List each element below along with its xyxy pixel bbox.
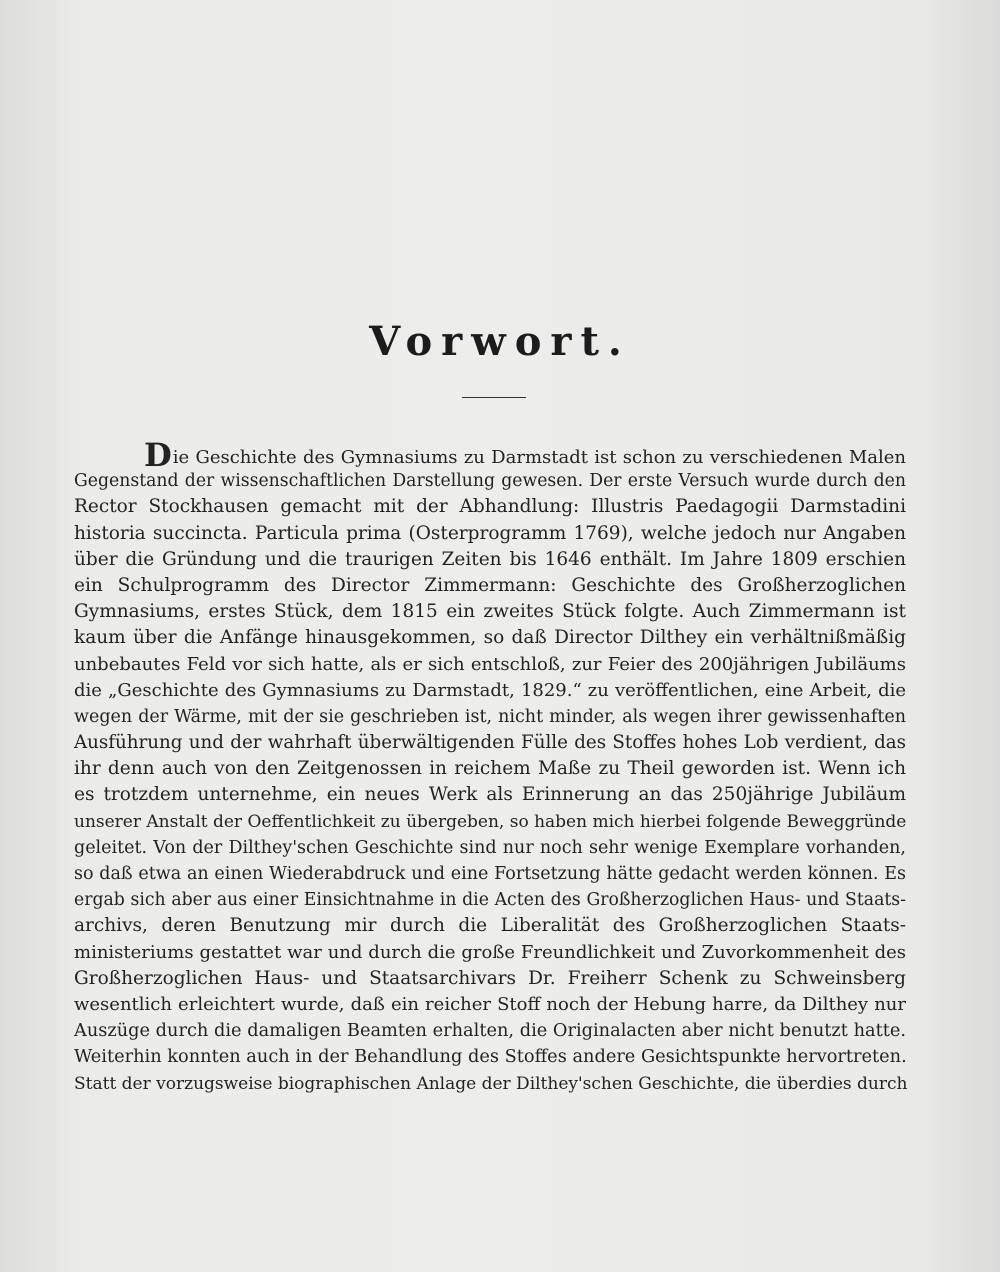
body-text [74, 436, 908, 1097]
text-line-content: ministeriums gestattet war und durch die große Freundlichkeit und Zuvorkommenheit des [74, 941, 906, 963]
text-line [74, 861, 906, 887]
text-line [74, 1018, 906, 1044]
text-line [74, 678, 906, 704]
text-line-content: wesentlich erleichtert wurde, daß ein reicher Stoff noch der Hebung harre, da Dilthey nur [74, 993, 906, 1015]
text-line [74, 913, 906, 939]
text-line [74, 966, 906, 992]
text-line-content: unbebautes Feld vor sich hatte, als er sich entschloß, zur Feier des 200jährigen Jubiläums [74, 653, 906, 675]
text-line-content: Großherzoglichen Haus- und Staatsarchivars Dr. Freiherr Schenk zu Schweinsberg [74, 967, 906, 989]
text-line-content: unserer Anstalt der Oeffentlichkeit zu übergeben, so haben mich hierbei folgende Beweggründe [74, 811, 907, 832]
text-line [74, 599, 906, 625]
text-line [74, 809, 906, 835]
text-line-content: wegen der Wärme, mit der sie geschrieben ist, nicht minder, als wegen ihrer gewissenhaften [74, 706, 906, 727]
text-line-content: so daß etwa an einen Wiederabdruck und eine Fortsetzung hätte gedacht werden können. Es [74, 864, 906, 884]
text-line-content: es trotzdem unternehme, ein neues Werk als Erinnerung an das 250jährige Jubiläum [74, 784, 906, 806]
text-line-content: archivs, deren Benutzung mir durch die Liberalität des Großherzoglichen Staats- [74, 915, 906, 937]
text-line-content: Auszüge durch die damaligen Beamten erhalten, die Originalacten aber nicht benutzt hatte. [74, 1021, 906, 1042]
text-line-content: die „Geschichte des Gymnasiums zu Darmstadt, 1829.“ zu veröffentlichen, eine Arbeit, die [74, 679, 906, 701]
text-line [74, 547, 906, 573]
text-line [74, 887, 906, 913]
text-line [74, 1044, 906, 1070]
text-line-content: historia succincta. Particula prima (Osterprogramm 1769), welche jedoch nur Angaben [74, 522, 906, 544]
text-line-content: ergab sich aber aus einer Einsichtnahme in die Acten des Großherzoglichen Haus- und Staats- [74, 890, 906, 911]
initial-letter: D [144, 436, 172, 474]
page-title: Vorwort. [369, 318, 631, 365]
text-line-content: Gymnasiums, erstes Stück, dem 1815 ein zweites Stück folgte. Auch Zimmermann ist [74, 601, 906, 623]
text-line-content: ihr denn auch von den Zeitgenossen in reichem Maße zu Theil geworden ist. Wenn ich [74, 758, 906, 780]
text-line-content: Ausführung und der wahrhaft überwältigenden Fülle des Stoffes hohes Lob verdient, das [74, 732, 906, 754]
text-line-content: Statt der vorzugsweise biographischen Anlage der Dilthey'schen Geschichte, die überdies durch [74, 1073, 908, 1094]
text-line [74, 1071, 906, 1097]
text-line-content: Weiterhin konnten auch in der Behandlung des Stoffes andere Gesichtspunkte hervortreten. [74, 1047, 907, 1068]
text-line [74, 652, 906, 678]
text-line [74, 494, 906, 520]
text-line-content: ein Schulprogramm des Director Zimmermann: Geschichte des Großherzoglichen [74, 574, 906, 596]
text-line-content: Gegenstand der wissenschaftlichen Darstellung gewesen. Der erste Versuch wurde durch den [74, 471, 906, 492]
text-line [74, 782, 906, 808]
text-line [74, 521, 906, 547]
title-divider [462, 397, 526, 398]
text-line [74, 940, 906, 966]
text-line [74, 835, 906, 861]
text-line-content: Rector Stockhausen gemacht mit der Abhandlung: Illustris Paedagogii Darmstadini [74, 496, 906, 518]
text-line [74, 756, 906, 782]
text-line [74, 704, 906, 730]
text-line-content: ie Geschichte des Gymnasiums zu Darmstadt ist schon zu verschiedenen Malen [172, 447, 906, 468]
text-line [74, 436, 906, 474]
text-line [74, 468, 906, 494]
text-line [74, 730, 906, 756]
text-line [74, 625, 906, 651]
text-line-content: geleitet. Von der Dilthey'schen Geschichte sind nur noch sehr wenige Exemplare vorhanden, [74, 837, 906, 858]
text-line-content: über die Gründung und die traurigen Zeiten bis 1646 enthält. Im Jahre 1809 erschien [74, 548, 906, 570]
text-line-content: kaum über die Anfänge hinausgekommen, so daß Director Dilthey ein verhältnißmäßig [74, 627, 906, 649]
text-line [74, 992, 906, 1018]
text-line [74, 573, 906, 599]
